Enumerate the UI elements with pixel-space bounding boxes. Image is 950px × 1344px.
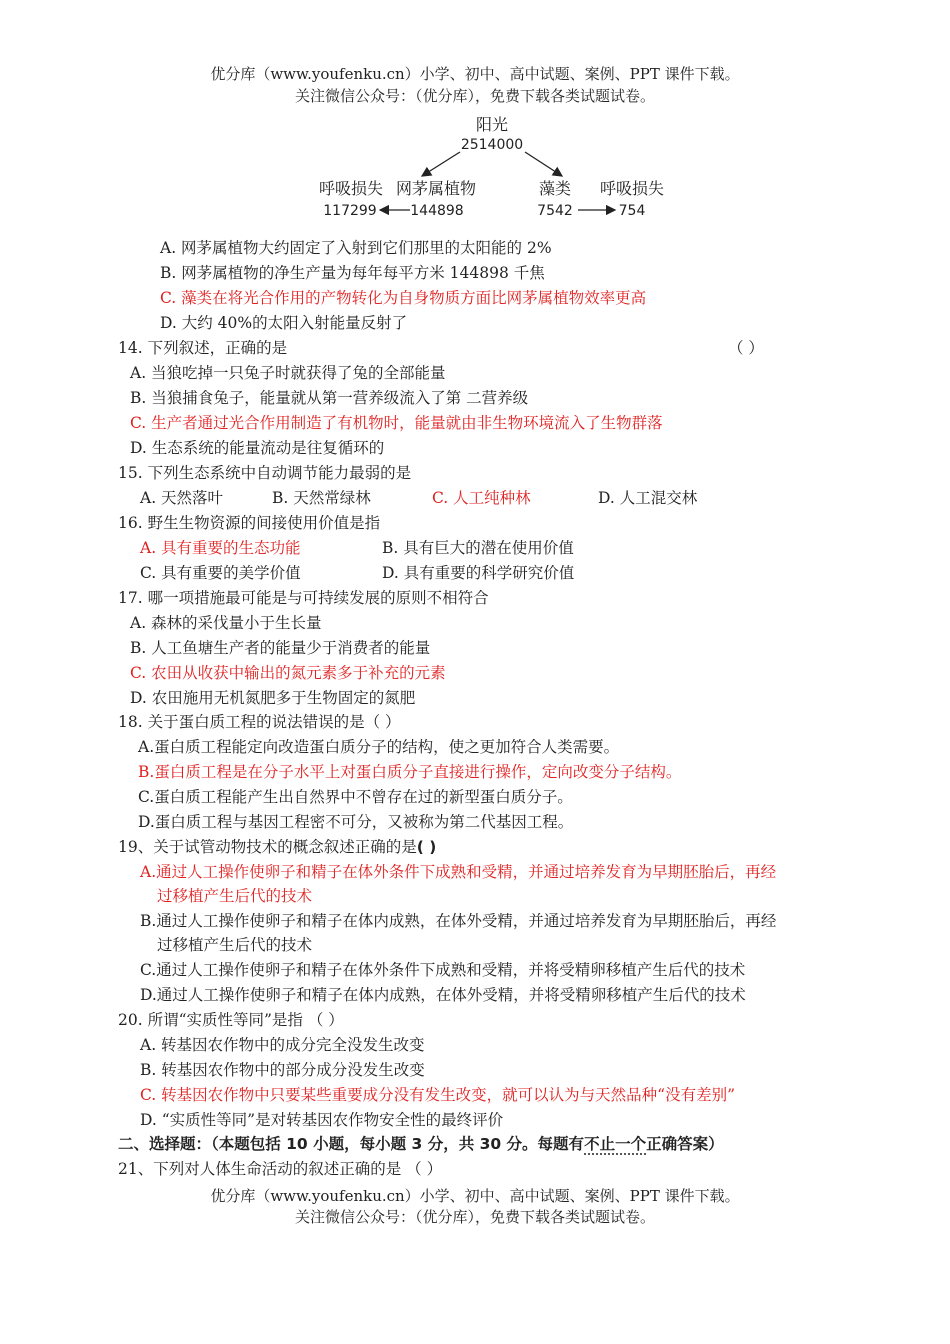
fern-label: 网茅属植物: [395, 179, 477, 198]
q16-option-b: B. 具有巨大的潜在使用价值: [382, 539, 574, 557]
q19-option-b-line2: 过移植产生后代的技术: [157, 936, 313, 954]
q14-option-d: D. 生态系统的能量流动是往复循环的: [130, 439, 385, 457]
q17-option-b: B. 人工鱼塘生产者的能量少于消费者的能量: [130, 639, 431, 657]
q18-option-a: A.蛋白质工程能定向改造蛋白质分子的结构，使之更加符合人类需要。: [138, 738, 620, 756]
q13-option-b: B. 网茅属植物的净生产量为每年每平方米 144898 千焦: [160, 264, 545, 282]
algae-label: 藻类: [538, 179, 572, 198]
q13-option-d: D. 大约 40%的太阳入射能量反射了: [160, 314, 408, 332]
q19-option-a-line1: A.通过人工操作使卵子和精子在体外条件下成熟和受精，并通过培养发育为早期胚胎后，再经: [140, 863, 777, 881]
q15-option-d: D. 人工混交林: [598, 489, 698, 507]
q14-answer-bracket: （ ）: [728, 339, 764, 357]
arrow-sun-to-algae: [525, 152, 562, 176]
q18-option-c: C.蛋白质工程能产生出自然界中不曾存在过的新型蛋白质分子。: [138, 788, 573, 806]
energy-flow-diagram: [310, 112, 680, 224]
q16-option-c: C. 具有重要的美学价值: [140, 564, 301, 582]
q16-stem: 16. 野生生物资源的间接使用价值是指: [118, 514, 381, 532]
q14-option-a: A. 当狼吃掉一只兔子时就获得了兔的全部能量: [130, 364, 446, 382]
section-2-heading-emphasis: 不止一个: [584, 1135, 647, 1153]
q21-stem: 21、下列对人体生命活动的叙述正确的是 （ ）: [118, 1160, 443, 1178]
q15-option-a: A. 天然落叶: [140, 489, 224, 507]
header-line-2: 关注微信公众号：（优分库），免费下载各类试题试卷。: [294, 87, 655, 105]
q15-option-b: B. 天然常绿林: [272, 489, 371, 507]
q20-option-c: C. 转基因农作物中只要某些重要成分没有发生改变，就可以认为与天然品种“没有差别”: [140, 1086, 736, 1104]
left-respiration-loss-value: 117299: [323, 203, 377, 219]
q17-option-a: A. 森林的采伐量小于生长量: [130, 614, 322, 632]
q17-option-d: D. 农田施用无机氮肥多于生物固定的氮肥: [130, 689, 416, 707]
q14-stem: 14. 下列叙述，正确的是: [118, 339, 288, 357]
right-respiration-loss-label: 呼吸损失: [599, 179, 665, 198]
q14-option-b: B. 当狼捕食兔子，能量就从第一营养级流入了第 二营养级: [130, 389, 529, 407]
right-respiration-loss-value: 754: [618, 203, 646, 219]
q19-option-c: C.通过人工操作使卵子和精子在体外条件下成熟和受精，并将受精卵移植产生后代的技术: [140, 961, 746, 979]
footer-line-1: 优分库（www.youfenku.cn）小学、初中、高中试题、案例、PPT 课件下载。: [210, 1187, 740, 1205]
q17-option-c: C. 农田从收获中输出的氮元素多于补充的元素: [130, 664, 446, 682]
header-line-1: 优分库（www.youfenku.cn）小学、初中、高中试题、案例、PPT 课件下载。: [210, 65, 740, 83]
q18-stem: 18. 关于蛋白质工程的说法错误的是（ ）: [118, 713, 401, 731]
fern-value: 144898: [410, 203, 464, 219]
q20-option-b: B. 转基因农作物中的部分成分没发生改变: [140, 1061, 425, 1079]
q19-option-d: D.通过人工操作使卵子和精子在体内成熟，在体外受精，并将受精卵移植产生后代的技术: [140, 986, 746, 1004]
footer-line-2: 关注微信公众号：（优分库），免费下载各类试题试卷。: [294, 1208, 655, 1226]
q14-option-c: C. 生产者通过光合作用制造了有机物时，能量就由非生物环境流入了生物群落: [130, 414, 663, 432]
q15-option-c: C. 人工纯种林: [432, 489, 531, 507]
q20-stem: 20. 所谓“实质性等同”是指 （ ）: [118, 1011, 344, 1029]
q19-option-b-line1: B.通过人工操作使卵子和精子在体内成熟，在体外受精，并通过培养发育为早期胚胎后，再经: [140, 912, 777, 930]
section-2-heading: [118, 1134, 724, 1154]
q16-option-d: D. 具有重要的科学研究价值: [382, 564, 575, 582]
q17-stem: 17. 哪一项措施最可能是与可持续发展的原则不相符合: [118, 589, 489, 607]
q13-option-c: C. 藻类在将光合作用的产物转化为自身物质方面比网茅属植物效率更高: [160, 289, 647, 307]
q16-option-a: A. 具有重要的生态功能: [140, 539, 301, 557]
sun-label: 阳光: [475, 115, 509, 134]
q19-stem: [118, 837, 436, 857]
q20-option-a: A. 转基因农作物中的成分完全没发生改变: [140, 1036, 425, 1054]
section-2-heading-suffix: 正确答案）: [646, 1135, 724, 1153]
q19-option-a-line2: 过移植产生后代的技术: [157, 887, 313, 905]
section-2-heading-prefix: 二、选择题：（本题包括 10 小题，每小题 3 分，共 30 分。每题有: [118, 1135, 585, 1153]
left-respiration-loss-label: 呼吸损失: [318, 179, 384, 198]
q19-stem-text: 19、关于试管动物技术的概念叙述正确的是: [118, 838, 417, 856]
q19-answer-bracket: ( ): [416, 838, 437, 856]
algae-value: 7542: [537, 203, 573, 219]
q20-option-d: D. “实质性等同”是对转基因农作物安全性的最终评价: [140, 1111, 504, 1129]
q15-stem: 15. 下列生态系统中自动调节能力最弱的是: [118, 464, 412, 482]
sun-value: 2514000: [460, 137, 524, 153]
q13-option-a: A. 网茅属植物大约固定了入射到它们那里的太阳能的 2%: [160, 239, 552, 257]
q18-option-b: B.蛋白质工程是在分子水平上对蛋白质分子直接进行操作，定向改变分子结构。: [138, 763, 682, 781]
q18-option-d: D.蛋白质工程与基因工程密不可分，又被称为第二代基因工程。: [138, 813, 574, 831]
arrow-sun-to-fern: [422, 152, 460, 176]
